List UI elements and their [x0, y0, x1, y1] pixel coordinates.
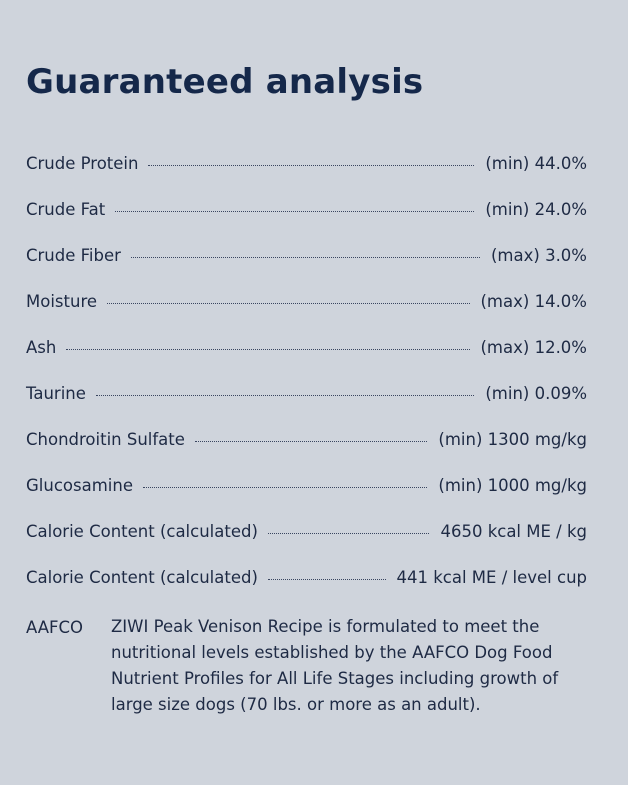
row-label: Taurine	[26, 384, 86, 403]
dotted-leader	[195, 441, 427, 442]
row-value: (max) 3.0%	[491, 246, 587, 265]
dotted-leader	[143, 487, 427, 488]
dotted-leader	[66, 349, 469, 350]
row-value: (min) 44.0%	[485, 154, 587, 173]
dotted-leader	[96, 395, 474, 396]
dotted-leader	[268, 579, 386, 580]
row-label: Calorie Content (calculated)	[26, 522, 258, 541]
row-value: (min) 1000 mg/kg	[438, 476, 587, 495]
row-label: Crude Protein	[26, 154, 139, 173]
row-label: Calorie Content (calculated)	[26, 568, 258, 587]
row-value: (min) 0.09%	[485, 384, 587, 403]
analysis-row-crude-protein	[26, 154, 587, 200]
row-label: Crude Fat	[26, 200, 106, 219]
analysis-row-crude-fiber	[26, 246, 587, 292]
analysis-row-moisture	[26, 292, 587, 338]
row-value: 4650 kcal ME / kg	[440, 522, 587, 541]
row-label: Crude Fiber	[26, 246, 121, 265]
row-label: Ash	[26, 338, 57, 357]
aafco-text: ZIWI Peak Venison Recipe is formulated to meet the nutritional levels established by the AAFCO Dog Food Nutrient Profiles for All Life Stages including growth of large size dogs (70 lbs. or more as an adult).	[111, 617, 559, 714]
section-title: Guaranteed analysis	[26, 62, 424, 102]
aafco-statement	[26, 618, 587, 718]
analysis-row-ash	[26, 338, 587, 384]
row-label: Chondroitin Sulfate	[26, 430, 185, 449]
aafco-label: AAFCO	[26, 618, 84, 637]
row-value: (min) 24.0%	[485, 200, 587, 219]
row-value: 441 kcal ME / level cup	[396, 568, 587, 587]
analysis-row-taurine	[26, 384, 587, 430]
row-label: Glucosamine	[26, 476, 133, 495]
dotted-leader	[148, 165, 474, 166]
dotted-leader	[268, 533, 430, 534]
analysis-row-glucosamine	[26, 476, 587, 522]
row-value: (max) 12.0%	[480, 338, 587, 357]
dotted-leader	[115, 211, 474, 212]
row-label: Moisture	[26, 292, 98, 311]
analysis-row-crude-fat	[26, 200, 587, 246]
row-value: (max) 14.0%	[480, 292, 587, 311]
analysis-row-calorie-content-kg	[26, 522, 587, 568]
row-value: (min) 1300 mg/kg	[438, 430, 587, 449]
analysis-row-chondroitin-sulfate	[26, 430, 587, 476]
analysis-row-calorie-content-cup	[26, 568, 587, 614]
dotted-leader	[107, 303, 469, 304]
analysis-list	[26, 154, 587, 614]
dotted-leader	[131, 257, 480, 258]
